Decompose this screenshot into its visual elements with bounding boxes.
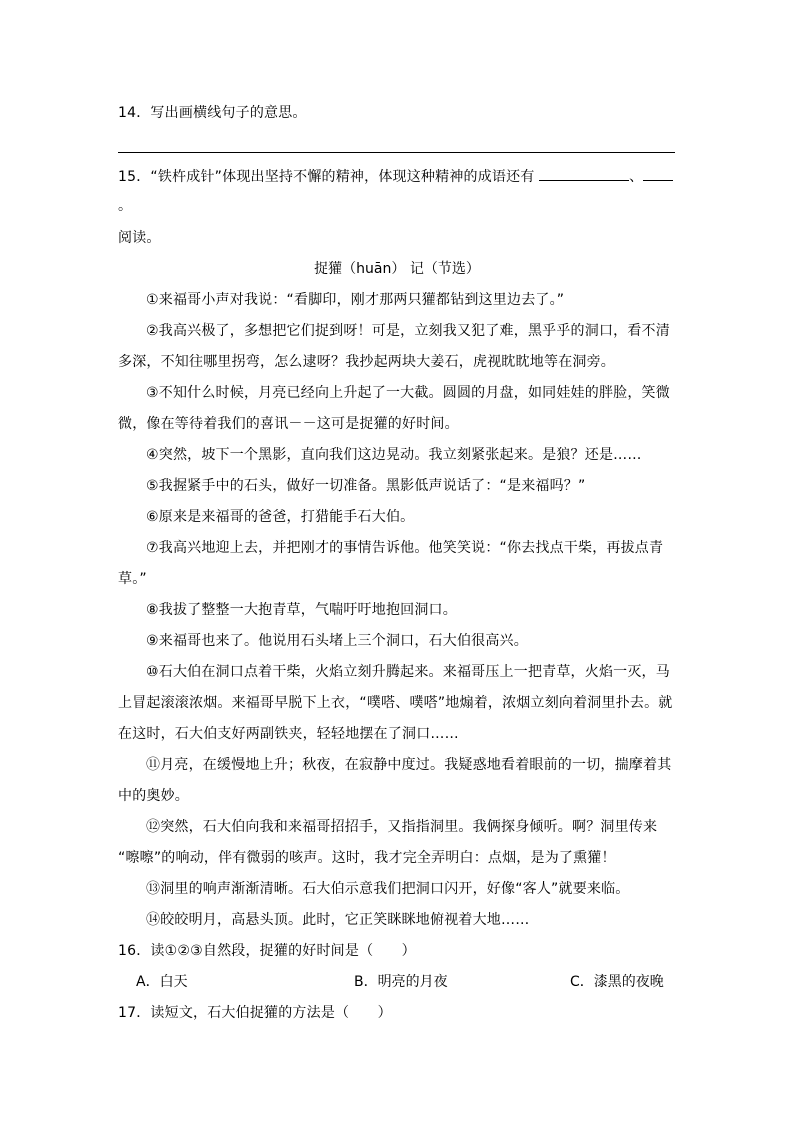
passage-line: ④突然，坡下一个黑影，直向我们这边晃动。我立刻紧张起来。是狼？还是…… bbox=[146, 447, 642, 463]
passage-line: ⑤我握紧手中的石头，做好一切准备。黑影低声说话了：“是来福吗？” bbox=[146, 478, 586, 494]
question-15 bbox=[118, 166, 673, 186]
passage-line: ⑨来福哥也来了。他说用石头堵上三个洞口，石大伯很高兴。 bbox=[146, 633, 528, 649]
passage-line: ⑭皎皎明月，高悬头顶。此时，它正笑眯眯地俯视着大地…… bbox=[146, 912, 530, 928]
q15-ending: 。 bbox=[118, 198, 133, 214]
passage-line: ⑬洞里的响声渐渐清晰。石大伯示意我们把洞口闪开，好像“客人”就要来临。 bbox=[146, 881, 630, 897]
q15-separator: 、 bbox=[629, 169, 644, 185]
question-16: 16．读①②③自然段，捉獾的好时间是（ ） bbox=[118, 943, 416, 959]
passage-line: 多深，不知往哪里拐弯，怎么逮呀？我抄起两块大姜石，虎视眈眈地等在洞旁。 bbox=[118, 354, 615, 370]
passage-line: ⑧我拔了整整一大抱青草，气喘吁吁地抱回洞口。 bbox=[146, 602, 457, 618]
passage-line: ⑫突然，石大伯向我和来福哥招招手，又指指洞里。我俩探身倾听。啊？洞里传来 bbox=[146, 819, 658, 835]
passage-line: ⑥原来是来福哥的爸爸，打猎能手石大伯。 bbox=[146, 509, 415, 525]
q14-answer-line[interactable] bbox=[118, 152, 675, 153]
passage-line: 上冒起滚滚浓烟。来福哥早脱下上衣，“噗嗒、噗嗒”地煽着，浓烟立刻向着洞里扑去。就 bbox=[118, 695, 673, 711]
q16-option-b[interactable]: B．明亮的月夜 bbox=[354, 974, 448, 990]
q16-option-c[interactable]: C．漆黑的夜晚 bbox=[570, 974, 664, 990]
question-14: 14．写出画横线句子的意思。 bbox=[118, 105, 307, 121]
passage-title: 捉獾（huān） 记（节选） bbox=[314, 261, 480, 277]
passage-line: ⑪月亮，在缓慢地上升；秋夜，在寂静中度过。我疑惑地看着眼前的一切，揣摩着其 bbox=[146, 757, 672, 773]
q16-option-a[interactable]: A．白天 bbox=[136, 974, 188, 990]
q15-blank-2[interactable] bbox=[643, 166, 673, 181]
passage-line: “嚓嚓”的响动，伴有微弱的咳声。这时，我才完全弄明白：点烟，是为了熏獾！ bbox=[118, 850, 616, 866]
passage-line: ⑦我高兴地迎上去，并把刚才的事情告诉他。他笑笑说：“你去找点干柴，再拔点青 bbox=[146, 540, 664, 556]
reading-instruction: 阅读。 bbox=[118, 230, 161, 246]
passage-line: ⑩石大伯在洞口点着干柴，火焰立刻升腾起来。来福哥压上一把青草，火焰一灭，马 bbox=[146, 664, 670, 680]
passage-line: 微，像在等待着我们的喜讯－－这可是捉獾的好时间。 bbox=[118, 416, 459, 432]
passage-line: 中的奥妙。 bbox=[118, 788, 189, 804]
question-17: 17．读短文，石大伯捉獾的方法是（ ） bbox=[118, 1005, 392, 1021]
q15-prompt: 15．“铁杵成针”体现出坚持不懈的精神，体现这种精神的成语还有 bbox=[118, 169, 540, 185]
passage-line: ③不知什么时候，月亮已经向上升起了一大截。圆圆的月盘，如同娃娃的胖脸，笑微 bbox=[146, 385, 670, 401]
passage-line: ①来福哥小声对我说：“看脚印，刚才那两只獾都钻到这里边去了。” bbox=[146, 292, 565, 308]
passage-line: ②我高兴极了，多想把它们捉到呀！可是，立刻我又犯了难，黑乎乎的洞口，看不清 bbox=[146, 323, 670, 339]
q15-blank-1[interactable] bbox=[539, 166, 629, 181]
passage-line: 草。” bbox=[118, 571, 147, 587]
passage-line: 在这时，石大伯支好两副铁夹，轻轻地摆在了洞口…… bbox=[118, 726, 459, 742]
